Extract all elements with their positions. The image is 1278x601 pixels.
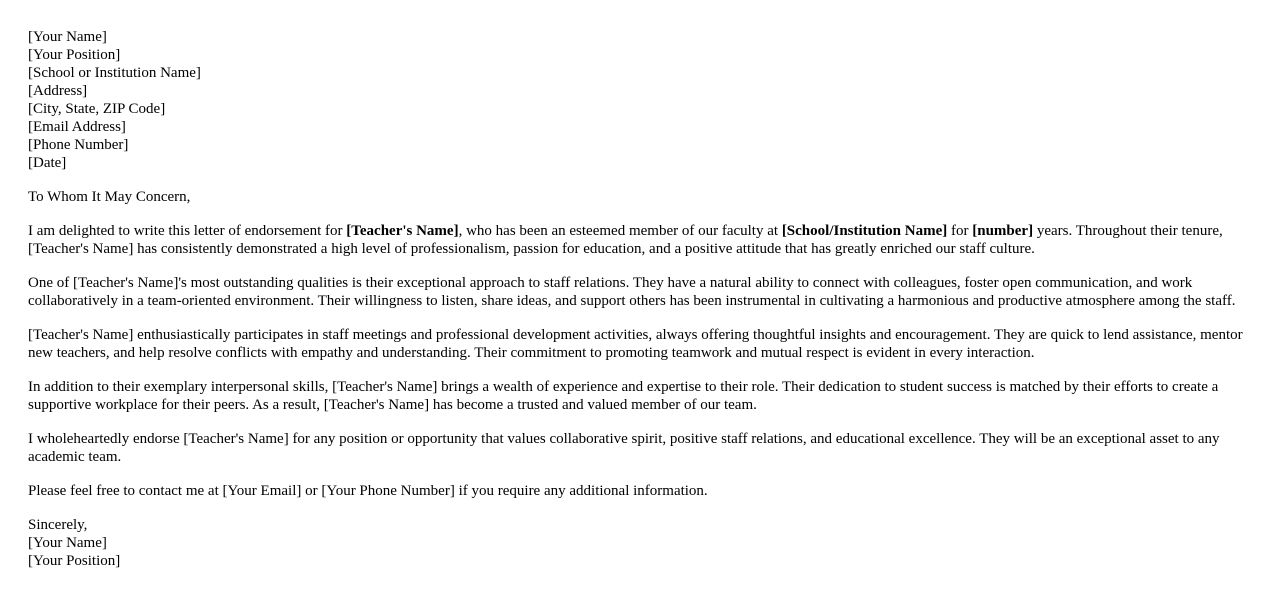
sender-phone: [Phone Number] (28, 137, 129, 153)
intro-text-2: , who has been an esteemed member of our faculty at (458, 223, 782, 239)
staff-relations-paragraph: One of [Teacher's Name]'s most outstanding qualities is their exceptional approach to staff relations. They have a natural ability to connect with colleagues, foster open communication, and work collaboratively in a team-oriented environment. Their willingness to listen, share ideas, and support others has been instrumental in cultivating a harmonious and productive atmosphere among the staff. (28, 275, 1236, 309)
closing-position: [Your Position] (28, 553, 121, 569)
skills-paragraph: In addition to their exemplary interpersonal skills, [Teacher's Name] brings a wealth of experience and expertise to their role. Their dedication to student success is matched by their efforts to create a supportive workplace for their peers. As a result, [Teacher's Name] has become a trusted and valued member of our team. (28, 379, 1219, 413)
intro-text-1: I am delighted to write this letter of endorsement for (28, 223, 347, 239)
sender-email: [Email Address] (28, 119, 126, 135)
contact-paragraph: Please feel free to contact me at [Your Email] or [Your Phone Number] if you require any additional information. (28, 483, 708, 499)
closing-name: [Your Name] (28, 535, 107, 551)
sender-school: [School or Institution Name] (28, 65, 201, 81)
closing-block (28, 516, 1250, 570)
institution-placeholder: [School/Institution Name] (781, 223, 948, 239)
salutation: To Whom It May Concern, (28, 189, 191, 205)
sender-block (28, 28, 1250, 172)
intro-text-3: for (947, 223, 973, 239)
valediction: Sincerely, (28, 517, 88, 533)
sender-name: [Your Name] (28, 29, 107, 45)
number-placeholder: [number] (972, 223, 1034, 239)
letter-date: [Date] (28, 155, 67, 171)
letter-document (28, 28, 1250, 570)
sender-position: [Your Position] (28, 47, 121, 63)
intro-paragraph (28, 222, 1250, 258)
sender-address: [Address] (28, 83, 88, 99)
endorsement-paragraph: I wholeheartedly endorse [Teacher's Name] for any position or opportunity that values collaborative spirit, positive staff relations, and educational excellence. They will be an exceptional asset to any academic team. (28, 431, 1220, 465)
participation-paragraph: [Teacher's Name] enthusiastically participates in staff meetings and professional development activities, always offering thoughtful insights and encouragement. They are quick to lend assistance, mentor new teachers, and help resolve conflicts with empathy and understanding. Their commitment to promoting teamwork and mutual respect is evident in every interaction. (28, 327, 1243, 361)
sender-city: [City, State, ZIP Code] (28, 101, 166, 117)
intro-text-4: years. Throughout their tenure, [Teacher's Name] has consistently demonstrated a high level of professionalism, passion for education, and a positive attitude that has greatly enriched our staff culture. (28, 223, 1223, 257)
teacher-name-placeholder: [Teacher's Name] (346, 223, 459, 239)
